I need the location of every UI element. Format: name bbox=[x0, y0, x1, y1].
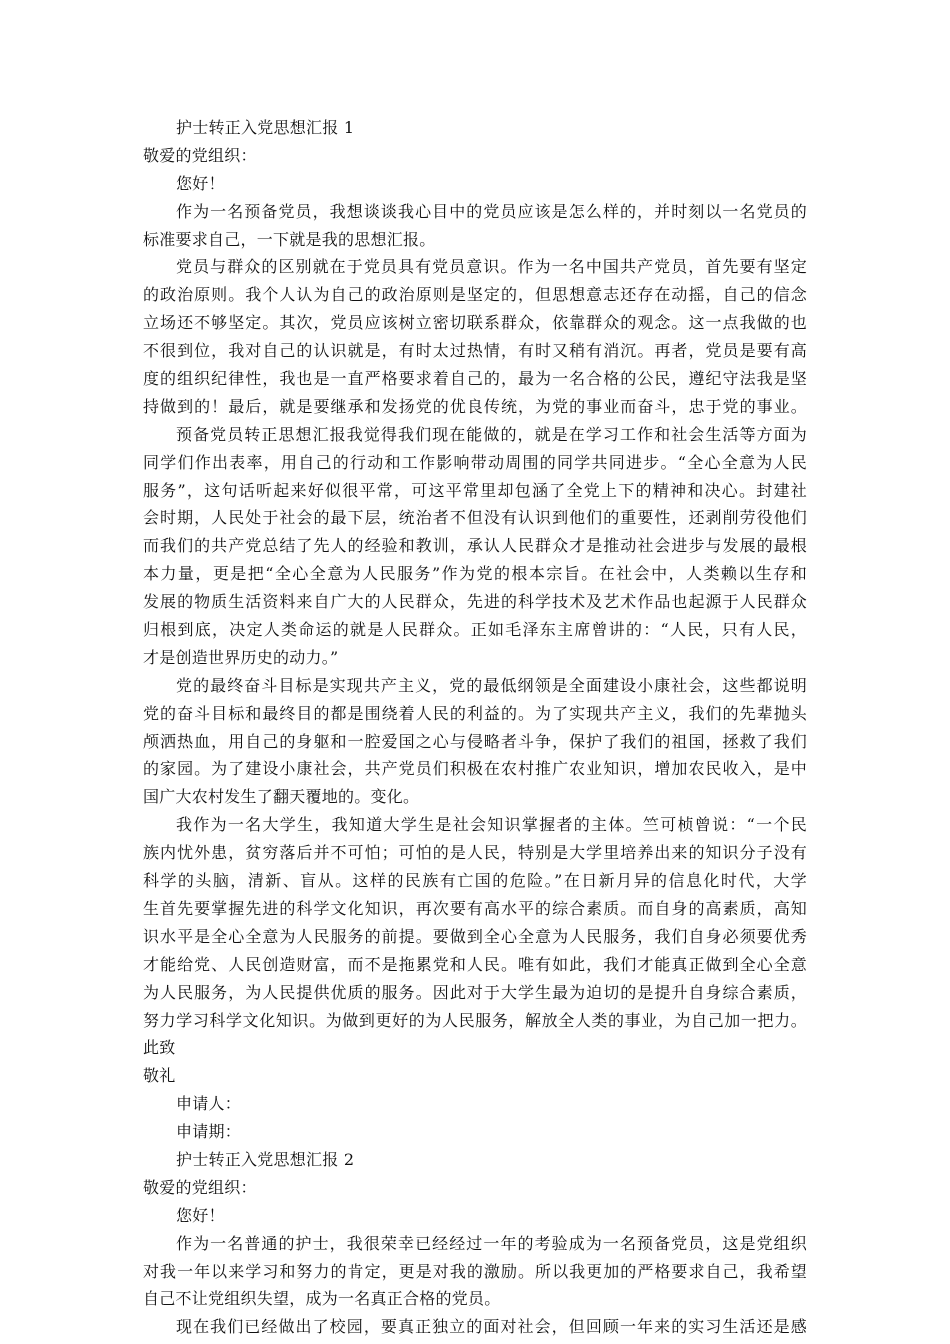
document-body bbox=[143, 114, 807, 1341]
document-line: 服务”，这句话听起来好似很平常，可这平常里却包涵了全党上下的精神和决心。封建社 bbox=[143, 480, 807, 500]
document-line: 敬爱的党组织： bbox=[143, 145, 257, 165]
document-line: 您好！ bbox=[176, 1205, 225, 1225]
document-line: 对我一年以来学习和努力的肯定，更是对我的激励。所以我更加的严格要求自己，我希望 bbox=[143, 1261, 807, 1281]
document-line: 族内忧外患，贫穷落后并不可怕；可怕的是人民，特别是大学里培养出来的知识分子没有 bbox=[143, 843, 807, 863]
document-line: 度的组织纪律性，我也是一直严格要求着自己的，最为一名合格的公民，遵纪守法我是坚 bbox=[143, 369, 807, 389]
document-line: 识水平是全心全意为人民服务的前提。要做到全心全意为人民服务，我们自身必须要优秀 bbox=[143, 926, 807, 946]
document-line: 不很到位，我对自己的认识就是，有时太过热情，有时又稍有消沉。再者，党员是要有高 bbox=[143, 341, 807, 361]
document-line: 会时期，人民处于社会的最下层，统治者不但没有认识到他们的重要性，还剥削劳役他们 bbox=[143, 508, 807, 528]
document-line: 持做到的！最后，就是要继承和发扬党的优良传统，为党的事业而奋斗，忠于党的事业。 bbox=[143, 396, 807, 416]
document-line: 护士转正入党思想汇报 2 bbox=[176, 1149, 355, 1169]
document-line: 党员与群众的区别就在于党员具有党员意识。作为一名中国共产党员，首先要有坚定 bbox=[176, 257, 807, 277]
document-line: 此致 bbox=[143, 1038, 176, 1058]
document-line: 才能给党、人民创造财富，而不是拖累党和人民。唯有如此，我们才能真正做到全心全意 bbox=[143, 954, 807, 974]
document-line: 生首先要掌握先进的科学文化知识，再次要有高水平的综合素质。而自身的高素质，高知 bbox=[143, 898, 807, 918]
document-line: 申请期： bbox=[176, 1122, 242, 1142]
document-line: 申请人： bbox=[176, 1094, 242, 1114]
document-line: 的政治原则。我个人认为自己的政治原则是坚定的，但思想意志还存在动摇，自己的信念 bbox=[143, 285, 807, 305]
document-line: 党的最终奋斗目标是实现共产主义，党的最低纲领是全面建设小康社会，这些都说明 bbox=[176, 675, 807, 695]
document-line: 立场还不够坚定。其次，党员应该树立密切联系群众，依靠群众的观念。这一点我做的也 bbox=[143, 313, 807, 333]
document-line: 敬礼 bbox=[143, 1066, 176, 1086]
document-line: 的家园。为了建设小康社会，共产党员们积极在农村推广农业知识，增加农民收入，是中 bbox=[143, 759, 807, 779]
document-line: 标准要求自己，一下就是我的思想汇报。 bbox=[143, 229, 436, 249]
document-line: 而我们的共产党总结了先人的经验和教训，承认人民群众才是推动社会进步与发展的最根 bbox=[143, 536, 807, 556]
document-line: 发展的物质生活资料来自广大的人民群众，先进的科学技术及艺术作品也起源于人民群众 bbox=[143, 592, 807, 612]
document-line: 科学的头脑，清新、盲从。这样的民族有亡国的危险。”在日新月异的信息化时代，大学 bbox=[143, 871, 807, 891]
document-line: 预备党员转正思想汇报我觉得我们现在能做的，就是在学习工作和社会生活等方面为 bbox=[176, 424, 807, 444]
document-line: 您好！ bbox=[176, 173, 225, 193]
document-line: 颅洒热血，用自己的身躯和一腔爱国之心与侵略者斗争，保护了我们的祖国，拯救了我们 bbox=[143, 731, 807, 751]
document-line: 本力量，更是把“全心全意为人民服务”作为党的根本宗旨。在社会中，人类赖以生存和 bbox=[143, 564, 807, 584]
document-line: 护士转正入党思想汇报 1 bbox=[176, 118, 355, 137]
document-line: 努力学习科学文化知识。为做到更好的为人民服务，解放全人类的事业，为自己加一把力。 bbox=[143, 1010, 807, 1030]
document-line: 国广大农村发生了翻天覆地的。变化。 bbox=[143, 787, 420, 807]
document-line: 自己不让党组织失望，成为一名真正合格的党员。 bbox=[143, 1289, 501, 1309]
document-line: 作为一名预备党员，我想谈谈我心目中的党员应该是怎么样的，并时刻以一名党员的 bbox=[176, 201, 807, 221]
document-line: 党的奋斗目标和最终目的都是围绕着人民的利益的。为了实现共产主义，我们的先辈抛头 bbox=[143, 703, 807, 723]
document-line: 我作为一名大学生，我知道大学生是社会知识掌握者的主体。竺可桢曾说：“一个民 bbox=[176, 815, 807, 835]
document-line: 敬爱的党组织： bbox=[143, 1177, 257, 1197]
document-line: 同学们作出表率，用自己的行动和工作影响带动周围的同学共同进步。“全心全意为人民 bbox=[143, 452, 807, 472]
document-line: 现在我们已经做出了校园，要真正独立的面对社会，但回顾一年来的实习生活还是感 bbox=[176, 1317, 807, 1337]
document-line: 为人民服务，为人民提供优质的服务。因此对于大学生最为迫切的是提升自身综合素质， bbox=[143, 982, 807, 1002]
document-line: 作为一名普通的护士，我很荣幸已经经过一年的考验成为一名预备党员，这是党组织 bbox=[176, 1233, 807, 1253]
document-line: 才是创造世界历史的动力。” bbox=[143, 647, 339, 667]
document-line: 归根到底，决定人类命运的就是人民群众。正如毛泽东主席曾讲的：“人民，只有人民， bbox=[143, 620, 807, 640]
